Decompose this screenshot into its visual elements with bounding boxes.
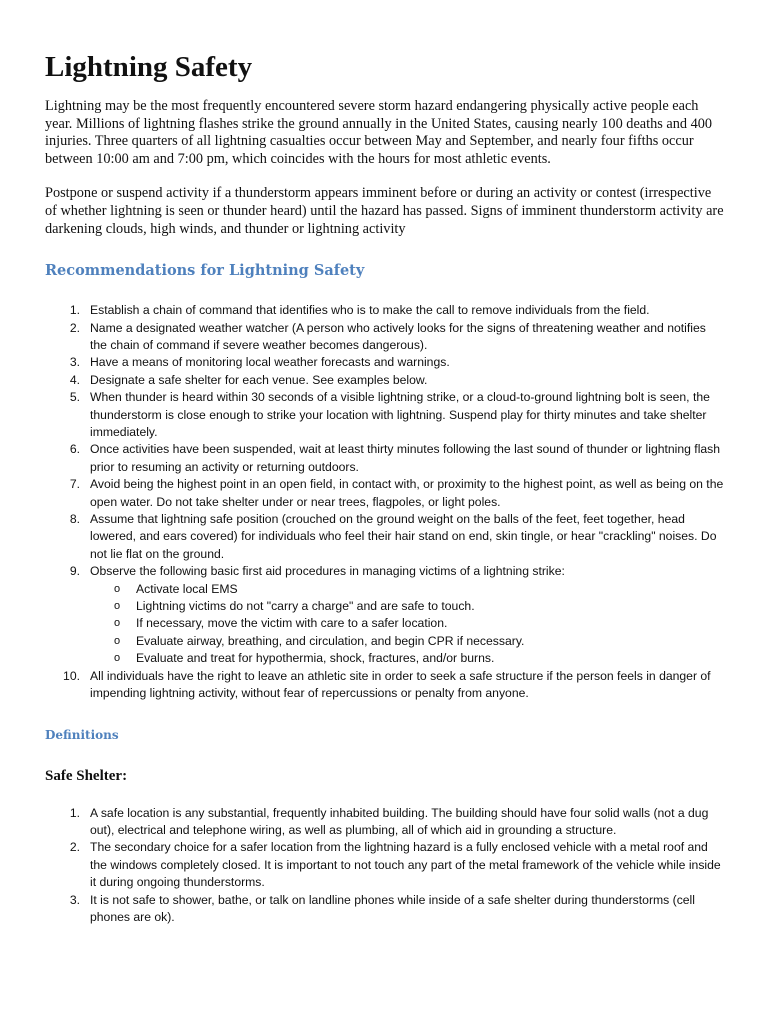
- list-item-text: Assume that lightning safe position (crouched on the ground weight on the balls of the feet, feet together, head lowered, and ears covered) for individuals who feel their hair stand on end, skin tingle, or hear "crackling" noises. Do not lie flat on the ground.: [90, 512, 717, 561]
- list-item: [45, 441, 726, 476]
- first-aid-step: [90, 650, 726, 667]
- first-aid-step-text: If necessary, move the victim with care to a safer location.: [136, 616, 448, 631]
- bullet-icon: o: [114, 634, 121, 647]
- list-item-number: 2.: [69, 320, 80, 335]
- first-aid-step: [90, 598, 726, 615]
- first-aid-step-text: Lightning victims do not "carry a charge" and are safe to touch.: [136, 599, 475, 614]
- list-item-text: Once activities have been suspended, wait at least thirty minutes following the last sound of thunder or lightning flash prior to resuming an activity or returning outdoors.: [90, 442, 721, 474]
- list-item-number: 1.: [69, 805, 80, 820]
- list-item: [45, 476, 726, 511]
- list-item-number: 4.: [69, 372, 80, 387]
- page-title: Lightning Safety: [45, 51, 253, 83]
- list-item: [45, 668, 726, 703]
- first-aid-step: [90, 581, 726, 598]
- list-item-number: 7.: [69, 477, 80, 492]
- list-item-number: 9.: [69, 564, 80, 579]
- list-item-text: A safe location is any substantial, frequently inhabited building. The building should have four solid walls (not a dug out), electrical and telephone wiring, as well as plumbing, all of which aid in grounding a structure.: [90, 805, 709, 837]
- safe-shelter-heading: Safe Shelter:: [45, 767, 128, 784]
- first-aid-steps-list: [90, 581, 726, 668]
- recommendations-list: [45, 302, 726, 702]
- first-aid-step: [90, 633, 726, 650]
- list-item-text: The secondary choice for a safer location from the lightning hazard is a fully enclosed vehicle with a metal roof and the windows completely closed. It is important to not touch any part of the metal framework of the vehicle while inside it during ongoing thunderstorms.: [90, 840, 721, 890]
- list-item-text: Observe the following basic first aid procedures in managing victims of a lightning strike:: [90, 564, 565, 579]
- list-item-text: When thunder is heard within 30 seconds of a visible lightning strike, or a cloud-to-ground lightning bolt is seen, the thunderstorm is close enough to strike your location with lightning. Suspend play for thirty minutes and take shelter immediately.: [90, 390, 710, 439]
- list-item-number: 6.: [69, 442, 80, 457]
- list-item: [45, 302, 726, 319]
- list-item: [45, 389, 726, 441]
- list-item: [45, 892, 726, 927]
- first-aid-step: [90, 615, 726, 632]
- bullet-icon: o: [114, 600, 121, 613]
- list-item: [45, 511, 726, 563]
- list-item-text: Establish a chain of command that identifies who is to make the call to remove individuals from the field.: [90, 303, 650, 318]
- list-item: [45, 372, 726, 389]
- intro-paragraph-postpone: Postpone or suspend activity if a thunderstorm appears imminent before or during an activity or contest (irrespective of whether lightning is seen or thunder heard) until the hazard has passed. Signs of imminent thunderstorm activity are darkening clouds, high winds, and thunder or lightning activity: [45, 185, 724, 237]
- list-item: [45, 354, 726, 371]
- list-item-text: Name a designated weather watcher (A person who actively looks for the signs of threatening weather and notifies the chain of command if severe weather becomes dangerous).: [90, 320, 706, 352]
- first-aid-step-text: Evaluate and treat for hypothermia, shock, fractures, and/or burns.: [136, 651, 495, 666]
- list-item-number: 8.: [69, 512, 80, 527]
- first-aid-step-text: Activate local EMS: [136, 581, 238, 596]
- list-item-text: Designate a safe shelter for each venue. See examples below.: [90, 372, 428, 387]
- list-item: [45, 563, 726, 667]
- list-item-number: 3.: [69, 892, 80, 907]
- bullet-icon: o: [114, 617, 121, 630]
- list-item-number: 3.: [69, 355, 80, 370]
- list-item: [45, 320, 726, 355]
- bullet-icon: o: [114, 652, 121, 665]
- list-item-text: Have a means of monitoring local weather forecasts and warnings.: [90, 355, 450, 370]
- list-item-number: 1.: [69, 303, 80, 318]
- list-item-number: 2.: [69, 840, 80, 855]
- first-aid-step-text: Evaluate airway, breathing, and circulation, and begin CPR if necessary.: [136, 633, 525, 648]
- list-item: [45, 805, 726, 840]
- list-item-text: Avoid being the highest point in an open field, in contact with, or proximity to the highest point, as well as being on the open water. Do not take shelter under or near trees, flagpoles, or light poles.: [90, 477, 724, 509]
- bullet-icon: o: [114, 582, 121, 595]
- definitions-heading: Definitions: [45, 727, 119, 742]
- list-item: [45, 839, 726, 891]
- intro-paragraph-statistics: Lightning may be the most frequently encountered severe storm hazard endangering physically active people each year. Millions of lightning flashes strike the ground annually in the United States, causing nearly 100 deaths and 400 injuries. Three quarters of all lightning casualties occur between May and September, and nearly four fifths occur between 10:00 am and 7:00 pm, which coincides with the hours for most athletic events.: [45, 98, 713, 167]
- list-item-text: It is not safe to shower, bathe, or talk on landline phones while inside of a safe shelter during thunderstorms (cell phones are ok).: [90, 892, 695, 924]
- recommendations-heading: Recommendations for Lightning Safety: [45, 262, 365, 280]
- list-item-number: 5.: [69, 390, 80, 405]
- list-item-number: 10.: [63, 668, 80, 683]
- list-item-text: All individuals have the right to leave an athletic site in order to seek a safe structure if the person feels in danger of impending lightning activity, without fear of repercussions or penalty from anyone.: [90, 668, 711, 701]
- safe-shelter-list: [45, 805, 726, 927]
